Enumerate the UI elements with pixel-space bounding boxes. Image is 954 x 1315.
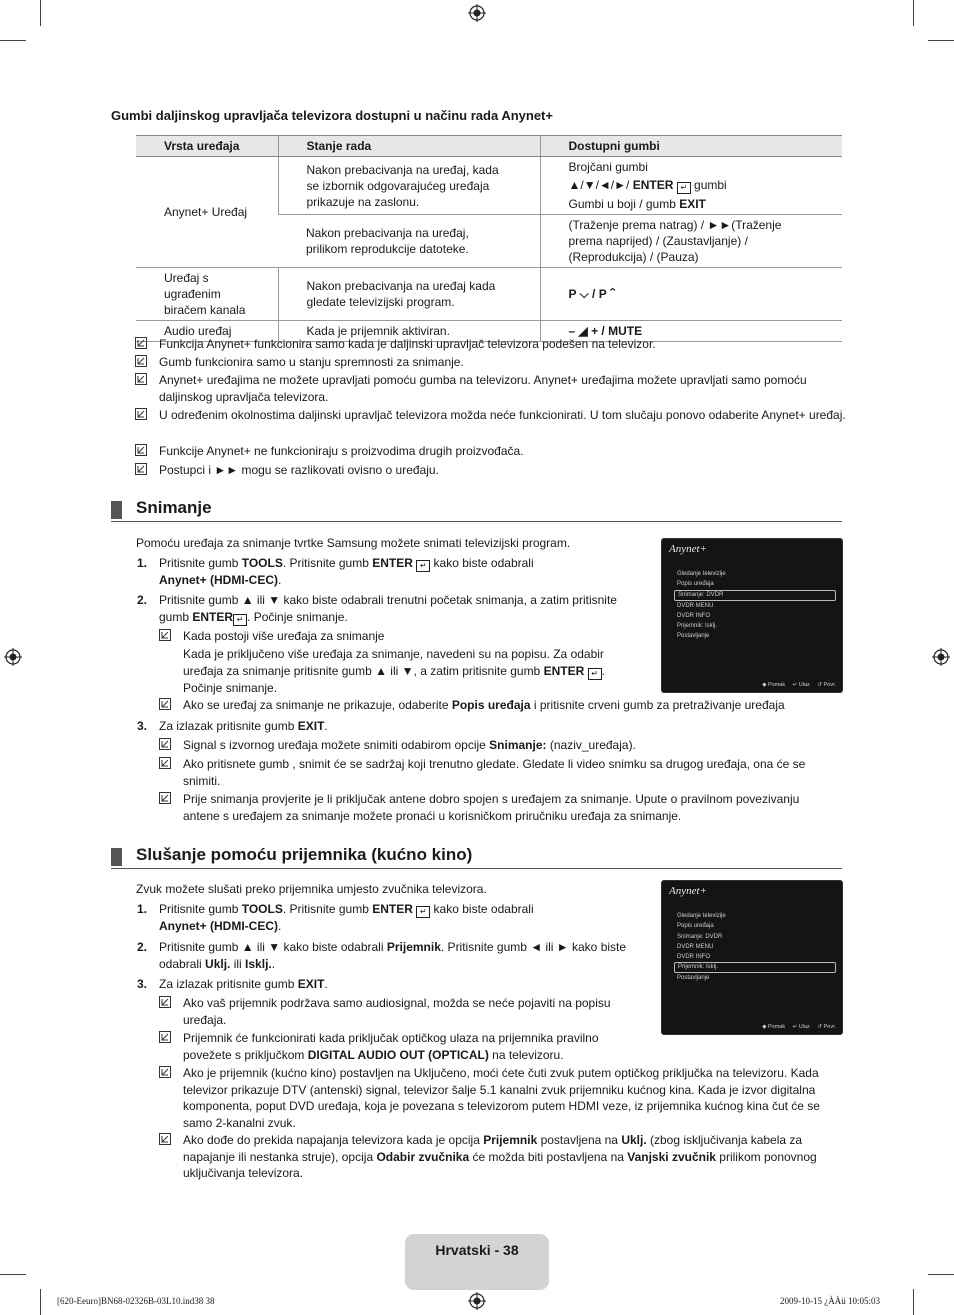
tools-label: TOOLS xyxy=(241,556,283,570)
osd-menu-item[interactable]: DVDR MENU xyxy=(677,943,714,950)
anynet-osd-screen xyxy=(661,880,843,1035)
note xyxy=(183,995,628,1028)
device-cell: Audio uređaj xyxy=(136,321,278,342)
section-intro: Zvuk možete slušati preko prijemnika umjesto zvučnika televizora. xyxy=(136,882,487,896)
note xyxy=(159,372,849,405)
step-text: . Počinje snimanje. xyxy=(247,609,348,624)
note-icon xyxy=(135,463,147,475)
note-text: prilikom ponovnog uključivanja televizora. xyxy=(183,1149,817,1180)
buttons-cell: – ◢ + / MUTE xyxy=(540,321,842,342)
note-icon xyxy=(159,996,171,1008)
color-text: Gumbi u boji / gumb xyxy=(568,197,680,211)
osd-return-hint: ↺ Povr. xyxy=(817,1024,836,1030)
exit-label: EXIT xyxy=(297,977,325,991)
device-cell: Uređaj s ugrađenim biračem kanala xyxy=(136,268,278,321)
step-text: Pritisnite gumb xyxy=(159,556,242,570)
note-text: će možda biti postavljena na xyxy=(469,1149,628,1164)
buttons-cell: P ⌵ / P ⌃ xyxy=(540,268,842,321)
step-text: kako biste odabrali xyxy=(430,902,534,916)
numeric-buttons-text: Brojčani gumbi xyxy=(568,160,648,174)
note-text: postavljena na xyxy=(537,1133,622,1147)
osd-menu-item[interactable]: Postavljanje xyxy=(677,975,710,982)
note xyxy=(183,1132,835,1182)
section-heading xyxy=(111,846,842,869)
crop-mark xyxy=(0,40,26,41)
note-text: Ako dođe do prekida napajanja televizora kada je opcija xyxy=(183,1133,484,1147)
crop-mark xyxy=(40,1289,41,1315)
note-text: Ako pritisnete gumb , snimit će se sadržaj koji trenutno gledate. Gledate li video snimku sa drugog uređaja, ona će se snimiti. xyxy=(183,757,806,788)
note xyxy=(159,354,849,371)
note-text: Funkcija Anynet+ funkcionira samo kada je daljinski upravljač televizora podešen na televizor. xyxy=(159,337,656,351)
note-text: Funkcije Anynet+ ne funkcioniraju s proizvodima drugih proizvođača. xyxy=(159,444,524,458)
osd-menu-item[interactable]: Popis uređaja xyxy=(677,923,714,930)
note-text: Ako se uređaj za snimanje ne prikazuje, odaberite xyxy=(183,698,452,712)
osd-menu xyxy=(674,569,836,642)
step-number: 1. xyxy=(137,902,148,916)
step xyxy=(137,592,639,626)
note xyxy=(183,737,833,754)
step-text: Pritisnite gumb ▲ ili ▼ kako biste odabrali trenutni početak snimanja, a zatim pritisnite gumb xyxy=(159,593,617,624)
recording-label: Snimanje: xyxy=(489,738,547,752)
crop-mark xyxy=(913,0,914,26)
print-footer-left: [620-Eeuro]BN68-02326B-03L10.ind38 38 xyxy=(57,1296,215,1306)
table-header-row xyxy=(136,136,842,157)
osd-menu-item[interactable]: DVDR INFO xyxy=(677,612,710,619)
enter-label: ENTER xyxy=(632,178,674,192)
note-text: na televizoru. xyxy=(488,1047,564,1062)
note-text: Anynet+ uređajima ne možete upravljati pomoću gumba na televizoru. Anynet+ uređajima možete upravljati samo pomoću daljinskog upravljača televizora. xyxy=(159,373,807,404)
anynet-label: Anynet+ (HDMI-CEC) xyxy=(159,919,278,933)
step-text: Pritisnite gumb ▲ ili ▼ kako biste odabrali xyxy=(159,940,387,954)
note-text: Kada je priključeno više uređaja za snimanje, navedeni su na popisu. Za odabir uređaja za snimanje pritisnite gumb ▲ ili ▼, a zatim pritisnite gumb xyxy=(183,647,604,678)
enter-icon: ↵ xyxy=(416,560,430,572)
osd-footer xyxy=(756,1024,836,1030)
state-cell: Nakon prebacivanja na uređaj, kada se izbornik odgovarajućeg uređaja prikazuje na zaslonu. xyxy=(278,157,540,215)
note-icon xyxy=(159,1133,171,1145)
note-icon xyxy=(159,1066,171,1078)
step-number: 2. xyxy=(137,593,148,607)
state-cell: Nakon prebacivanja na uređaj kada gledate televizijski program. xyxy=(278,268,540,321)
osd-move-hint: ◆ Pomak xyxy=(762,1024,786,1030)
on-label: Uklj. xyxy=(621,1133,647,1147)
enter-icon: ↵ xyxy=(233,614,247,626)
crop-mark xyxy=(0,1274,26,1275)
note-text: . Počinje snimanje. xyxy=(183,663,605,695)
note xyxy=(183,628,633,645)
step-text: . Pritisnite gumb ◄ ili ► kako biste odabrali xyxy=(159,940,627,971)
section-title: Slušanje pomoću prijemnika (kućno kino) xyxy=(136,845,473,864)
note xyxy=(183,756,838,789)
enter-icon: ↵ xyxy=(416,906,430,918)
note-icon xyxy=(135,408,147,420)
column-header: Stanje rada xyxy=(278,136,540,157)
enter-label: ENTER xyxy=(543,663,585,678)
step-text: . Pritisnite gumb xyxy=(282,556,373,570)
registration-mark-icon xyxy=(468,1292,486,1310)
osd-menu-item[interactable]: DVDR MENU xyxy=(677,602,714,609)
note-icon xyxy=(159,1031,171,1043)
section-intro: Pomoću uređaja za snimanje tvrtke Samsung možete snimati televizijski program. xyxy=(136,536,571,550)
section-heading xyxy=(111,499,842,522)
buttons-cell xyxy=(540,157,842,215)
arrows-text: ▲/▼/◄/►/ xyxy=(568,178,633,192)
step: 1. Pritisnite gumb TOOLS. Pritisnite gumb ENTER ↵ kako biste odabrali Anynet+ (HDMI-CEC). xyxy=(137,556,534,587)
osd-menu-item[interactable]: Gledanje televizije xyxy=(677,571,726,577)
crop-mark xyxy=(928,40,954,41)
osd-menu-item[interactable]: Snimanje: DVDR xyxy=(677,933,723,940)
osd-menu-item[interactable]: Popis uređaja xyxy=(677,581,714,588)
enter-label: ENTER xyxy=(372,556,413,570)
column-header: Vrsta uređaja xyxy=(136,136,278,157)
state-cell: Kada je prijemnik aktiviran. xyxy=(278,321,540,342)
note xyxy=(159,336,849,353)
column-header: Dostupni gumbi xyxy=(540,136,842,157)
note xyxy=(183,1065,835,1131)
state-cell: Nakon prebacivanja na uređaj, prilikom reprodukcije datoteke. xyxy=(278,215,540,268)
external-speaker-label: Vanjski zvučnik xyxy=(627,1149,716,1164)
note-text: U određenim okolnostima daljinski upravljač televizora možda neće funkcionirati. U tom slučaju ponovo odaberite Anynet+ uređaj. xyxy=(159,408,846,422)
osd-menu-item[interactable]: Prijemnik: Isklj. xyxy=(677,623,718,630)
device-cell: Anynet+ Uređaj xyxy=(136,157,278,268)
step: 1. Pritisnite gumb TOOLS. Pritisnite gumb ENTER ↵ kako biste odabrali Anynet+ (HDMI-CEC). xyxy=(137,902,534,933)
color-buttons-text xyxy=(569,196,815,212)
table-row xyxy=(136,268,842,321)
receiver-label: Prijemnik xyxy=(483,1133,538,1147)
step-number: 3. xyxy=(137,977,148,991)
step: 3. Za izlazak pritisnite gumb EXIT. xyxy=(137,719,328,733)
note-icon xyxy=(159,738,171,750)
arrow-buttons-text xyxy=(569,177,815,194)
enter-icon: ↵ xyxy=(677,182,691,194)
osd-menu-item-selected[interactable]: Snimanje: DVDR xyxy=(674,590,836,601)
note-text: Signal s izvornog uređaja možete snimiti odabirom opcije xyxy=(183,738,490,752)
note-icon xyxy=(135,444,147,456)
osd-menu-item[interactable]: DVDR INFO xyxy=(677,954,710,961)
note-icon xyxy=(159,757,171,769)
registration-mark-icon xyxy=(468,4,486,22)
note-text: Gumb funkcionira samo u stanju spremnosti za snimanje. xyxy=(159,355,464,369)
note-text: (zbog isključivanja kabela za napajanje ili nestanka struje), opcija xyxy=(183,1133,803,1164)
enter-label: ENTER xyxy=(192,609,234,624)
step-number: 3. xyxy=(137,719,148,733)
step-number: 1. xyxy=(137,556,148,570)
enter-label: ENTER xyxy=(372,902,413,916)
note-icon xyxy=(135,337,147,349)
table-row xyxy=(136,157,842,215)
note-icon xyxy=(159,792,171,804)
osd-footer xyxy=(756,682,836,688)
note xyxy=(159,462,849,479)
anynet-osd-screen xyxy=(661,538,843,693)
digital-audio-out-label: DIGITAL AUDIO OUT (OPTICAL) xyxy=(307,1047,489,1062)
tools-label: TOOLS xyxy=(241,902,283,916)
remote-buttons-table xyxy=(136,135,842,342)
osd-move-hint: ◆ Pomak xyxy=(762,682,786,688)
receiver-label: Prijemnik xyxy=(386,940,441,954)
note xyxy=(159,443,849,460)
exit-label: EXIT xyxy=(679,197,706,211)
heading-bar xyxy=(111,501,122,519)
step-text: ili xyxy=(230,956,246,971)
page-number-tab xyxy=(405,1234,549,1290)
note-text: Kada postoji više uređaja za snimanje xyxy=(183,629,385,643)
anynet-logo: Anynet+ xyxy=(669,543,707,555)
osd-menu-item[interactable]: Postavljanje xyxy=(677,633,710,640)
osd-return-hint: ↺ Povr. xyxy=(817,682,836,688)
off-label: Isklj. xyxy=(245,956,272,971)
step-number: 2. xyxy=(137,940,148,954)
note-icon xyxy=(135,355,147,367)
step-text: Za izlazak pritisnite gumb xyxy=(159,719,298,733)
step-text: kako biste odabrali xyxy=(430,556,534,570)
page-label: Hrvatski - 38 xyxy=(435,1242,519,1258)
note-icon xyxy=(159,698,171,710)
crop-mark xyxy=(913,1289,914,1315)
osd-enter-hint: ↵ Ulaz xyxy=(792,682,810,688)
table-title: Gumbi daljinskog upravljača televizora dostupni u načinu rada Anynet+ xyxy=(111,108,553,123)
note-text: Postupci i ►► mogu se razlikovati ovisno o uređaju. xyxy=(159,463,439,477)
enter-icon: ↵ xyxy=(588,668,602,680)
buttons-suffix: gumbi xyxy=(690,178,727,192)
speaker-select-label: Odabir zvučnika xyxy=(376,1149,470,1164)
note-body xyxy=(183,646,633,696)
osd-menu-item-selected[interactable]: Prijemnik: Isklj. xyxy=(674,962,836,973)
step-text: Pritisnite gumb xyxy=(159,902,242,916)
note-text: Ako vaš prijemnik podržava samo audiosignal, možda se neće pojaviti na popisu uređaja. xyxy=(183,996,611,1027)
note-text: Prijemnik će funkcionirati kada priključak optičkog ulaza na prijemnika pravilno povežete s priključkom xyxy=(183,1031,599,1062)
print-footer-right: 2009-10-15 ¿ÀÀü 10:05:03 xyxy=(780,1296,880,1306)
note xyxy=(159,407,849,424)
step: 2. Pritisnite gumb ▲ ili ▼ kako biste odabrali Prijemnik. Pritisnite gumb ◄ ili ► kako biste odabrali Uklj. ili Isklj.. xyxy=(137,940,627,971)
osd-enter-hint: ↵ Ulaz xyxy=(792,1024,810,1030)
crop-mark xyxy=(928,1274,954,1275)
crop-mark xyxy=(40,0,41,26)
note-text: (naziv_uređaja). xyxy=(546,738,636,752)
step: 3. Za izlazak pritisnite gumb EXIT. xyxy=(137,977,328,991)
note xyxy=(183,697,843,714)
note-text: i pritisnite crveni gumb za pretraživanje uređaja xyxy=(530,698,785,712)
note-icon xyxy=(135,373,147,385)
step-text: . Pritisnite gumb xyxy=(282,902,373,916)
on-label: Uklj. xyxy=(205,956,231,971)
buttons-cell: (Traženje prema natrag) / ►►(Traženje prema naprijed) / (Zaustavljanje) / (Reprodukcija) / (Pauza) xyxy=(540,215,842,268)
step-text: Za izlazak pritisnite gumb xyxy=(159,977,298,991)
device-list-label: Popis uređaja xyxy=(451,698,531,712)
note-text: Ako je prijemnik (kućno kino) postavljen na Uključeno, moći ćete čuti zvuk putem optičkog priključka na televizoru. Kada televizor prikazuje DTV (antenski) signal, televizor šalje 5.1 kanalni zvuk prijemniku kućnog kina. Kada je izvor digitalna komponenta, poput DVD uređaja, koja je povezana s televizorom putem HDMI veze, iz prijemnika kućnog kina čut će se samo 2-kanalni zvuk. xyxy=(183,1066,820,1130)
anynet-logo: Anynet+ xyxy=(669,885,707,897)
note xyxy=(183,1030,628,1063)
registration-mark-icon xyxy=(932,648,950,666)
osd-menu xyxy=(674,911,836,984)
exit-label: EXIT xyxy=(297,719,325,733)
note xyxy=(183,791,838,824)
osd-menu-item[interactable]: Gledanje televizije xyxy=(677,913,726,919)
registration-mark-icon xyxy=(4,648,22,666)
note-text: Prije snimanja provjerite je li priključak antene dobro spojen s uređajem za snimanje. Upute o pravilnom povezivanju antene s uređajem za snimanje možete pronaći u korisničkom priručniku uređaja za snimanje. xyxy=(183,792,800,823)
note-icon xyxy=(159,629,171,641)
section-title: Snimanje xyxy=(136,498,212,517)
heading-bar xyxy=(111,848,122,866)
anynet-label: Anynet+ (HDMI-CEC) xyxy=(159,573,278,587)
